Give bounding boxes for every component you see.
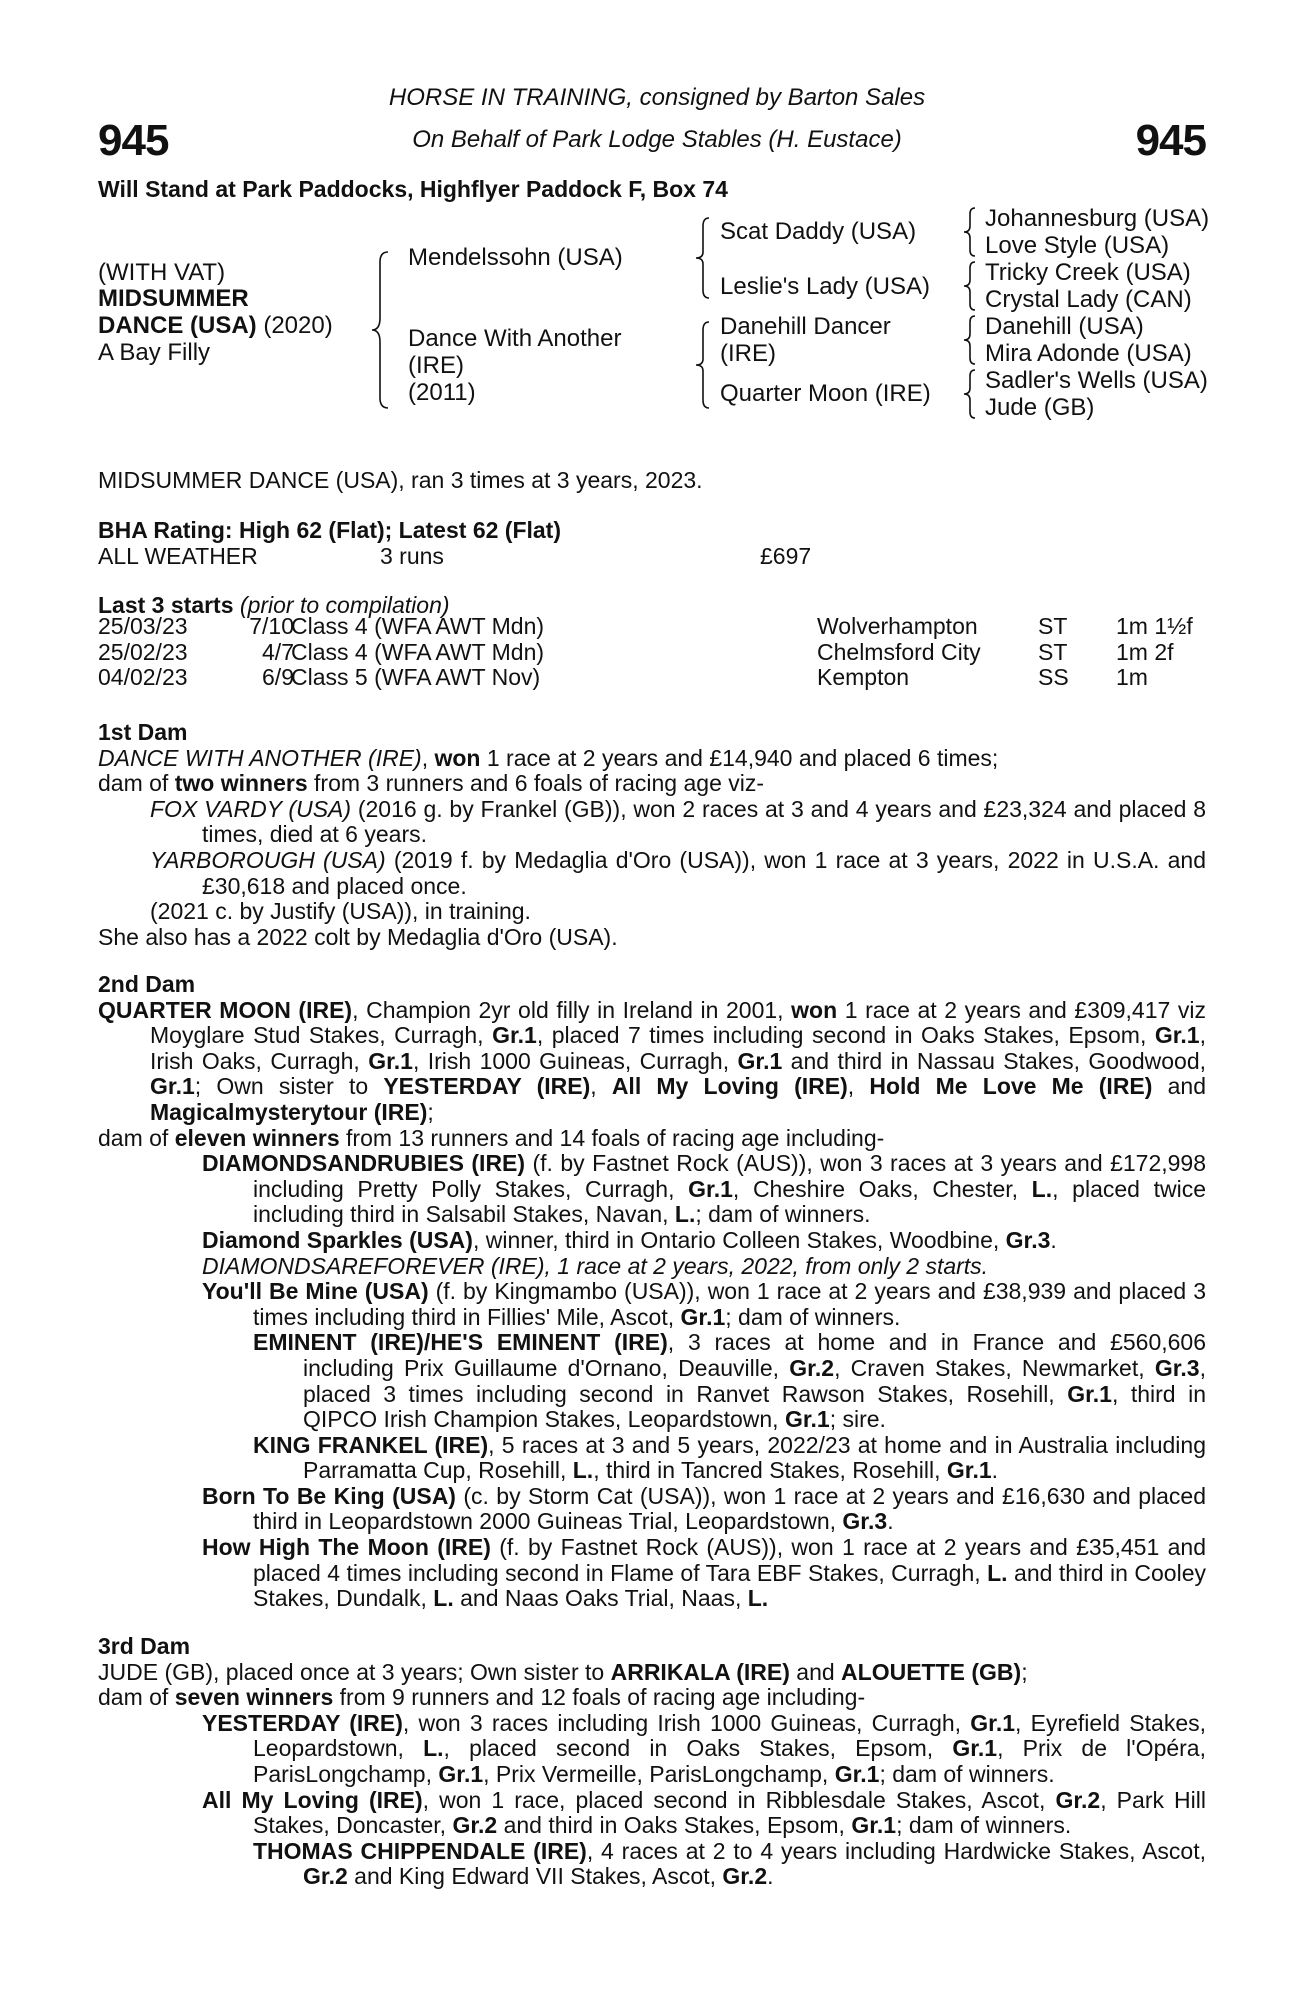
start-distance: 1m 2f xyxy=(1116,638,1174,665)
brace-dam xyxy=(694,320,712,410)
start-position: 6/9 xyxy=(262,664,294,691)
last-starts-note: (prior to compilation) xyxy=(233,592,450,618)
g4-danehill: Danehill (USA) xyxy=(985,313,1144,340)
start-going: ST xyxy=(1038,638,1068,665)
sire-sire: Scat Daddy (USA) xyxy=(720,218,917,245)
second-dam-section xyxy=(98,972,1206,1612)
start-going: ST xyxy=(1038,613,1068,639)
second-dam-produce: dam of eleven winners from 13 runners and 14 foals of racing age including- xyxy=(98,1124,885,1151)
start-distance: 1m 1½f xyxy=(1116,613,1193,639)
brace-sire xyxy=(694,216,712,300)
g4-johannesburg: Johannesburg (USA) xyxy=(985,205,1210,232)
table-row xyxy=(98,614,1208,640)
list-item: KING FRANKEL (IRE), 5 races at 3 and 5 years, 2022/23 at home and in Australia including Parramatta Cup, Rosehill, L., third in Tancred Stakes, Rosehill, Gr.1. xyxy=(253,1431,1207,1484)
g4-jude: Jude (GB) xyxy=(985,394,1095,421)
brace-g4-4 xyxy=(962,368,978,420)
start-course: Chelmsford City xyxy=(817,638,981,665)
dam-year: (2011) xyxy=(408,379,476,406)
start-race: Class 4 (WFA AWT Mdn) xyxy=(291,613,545,639)
brace-g4-1 xyxy=(962,206,978,258)
g4-tricky-creek: Tricky Creek (USA) xyxy=(985,259,1191,286)
list-item: You'll Be Mine (USA) (f. by Kingmambo (USA)), won 1 race at 2 years and £38,939 and placed 3 times including third in Fillies' Mile, Ascot, Gr.1; dam of winners. xyxy=(202,1278,1206,1330)
stand-location: Will Stand at Park Paddocks, Highflyer Paddock F, Box 74 xyxy=(98,176,728,202)
horse-name-line1: MIDSUMMER xyxy=(98,285,249,312)
lot-number-left: 945 xyxy=(98,116,169,165)
brace-g4-3 xyxy=(962,314,978,366)
list-item: How High The Moon (IRE) (f. by Fastnet Rock (AUS)), won 1 race at 2 years and £35,451 and placed 4 times including second in Flame of Tara EBF Stakes, Curragh, L. and third in Cooley Stakes, Dundalk, L. and Naas Oaks Trial, Naas, L. xyxy=(202,1534,1206,1612)
dam-sire-line1: Danehill Dancer xyxy=(720,313,891,340)
lot-number-right: 945 xyxy=(1135,116,1206,165)
dam-sire-line2: (IRE) xyxy=(720,340,776,367)
horse-name-line2 xyxy=(98,312,333,340)
list-item: FOX VARDY (USA) (2016 g. by Frankel (GB)), won 2 races at 3 and 4 years and £23,324 and placed 8 times, died at 6 years. xyxy=(150,795,1206,848)
g4-crystal-lady: Crystal Lady (CAN) xyxy=(985,286,1192,313)
third-dam-produce: dam of seven winners from 9 runners and 12 foals of racing age including- xyxy=(98,1684,866,1711)
start-date: 04/02/23 xyxy=(98,664,188,691)
first-dam-heading: 1st Dam xyxy=(98,719,188,745)
third-dam-record: JUDE (GB), placed once at 3 years; Own sister to ARRIKALA (IRE) and ALOUETTE (GB); xyxy=(98,1658,1028,1685)
list-item: YESTERDAY (IRE), won 3 races including Irish 1000 Guineas, Curragh, Gr.1, Eyrefield Stakes, Leopardstown, L., placed second in Oaks Stakes, Epsom, Gr.1, Prix de l'Opéra, ParisLongchamp, Gr.1, Prix Vermeille, ParisLongchamp, Gr.1; dam of winners. xyxy=(202,1709,1207,1787)
starts-table xyxy=(98,614,1208,691)
horse-name: DANCE (USA) xyxy=(98,312,257,339)
dam-line2: (IRE) xyxy=(408,352,464,379)
second-dam-record: QUARTER MOON (IRE), Champion 2yr old filly in Ireland in 2001, won 1 race at 2 years and £309,417 viz Moyglare Stud Stakes, Curragh, Gr.1, placed 7 times including second in Oaks Stakes, Epsom, Gr.1, Irish Oaks, Curragh, Gr.1, Irish 1000 Guineas, Curragh, Gr.1 and third in Nassau Stakes, Goodwood, Gr.1; Own sister to YESTERDAY (IRE), All My Loving (IRE), Hold Me Love Me (IRE) and Magicalmysterytour (IRE); xyxy=(98,996,1207,1125)
start-race: Class 4 (WFA AWT Mdn) xyxy=(291,638,545,665)
g4-sadlers-wells: Sadler's Wells (USA) xyxy=(985,367,1208,394)
consignor-line: HORSE IN TRAINING, consigned by Barton Sales xyxy=(388,84,926,111)
start-position: 4/7 xyxy=(262,638,294,665)
first-dam-section xyxy=(98,720,1206,950)
g4-love-style: Love Style (USA) xyxy=(985,232,1170,259)
earnings: £697 xyxy=(760,543,812,569)
list-item: DIAMONDSAREFOREVER (IRE), 1 race at 2 years, 2022, from only 2 starts. xyxy=(202,1252,989,1279)
sire: Mendelssohn (USA) xyxy=(408,244,623,271)
list-item: YARBOROUGH (USA) (2019 f. by Medaglia d'Oro (USA)), won 1 race at 3 years, 2022 in U.S.A. and £30,618 and placed once. xyxy=(150,846,1206,899)
racing-summary: MIDSUMMER DANCE (USA), ran 3 times at 3 years, 2023. xyxy=(98,467,703,493)
start-course: Wolverhampton xyxy=(817,613,978,639)
vat-note: (WITH VAT) xyxy=(98,259,226,286)
sire-dam: Leslie's Lady (USA) xyxy=(720,273,930,300)
on-behalf-line: On Behalf of Park Lodge Stables (H. Eustace) xyxy=(412,126,902,153)
brace-g4-2 xyxy=(962,260,978,312)
horse-description: A Bay Filly xyxy=(98,339,211,366)
table-row xyxy=(98,640,1208,666)
list-item: DIAMONDSANDRUBIES (IRE) (f. by Fastnet Rock (AUS)), won 3 races at 3 years and £172,998 including Pretty Polly Stakes, Curragh, Gr.1, Cheshire Oaks, Chester, L., placed twice including third in Salsabil Stakes, Navan, L.; dam of winners. xyxy=(202,1150,1207,1228)
list-item: THOMAS CHIPPENDALE (IRE), 4 races at 2 to 4 years including Hardwicke Stakes, Ascot, Gr.2 and King Edward VII Stakes, Ascot, Gr.2. xyxy=(253,1837,1207,1890)
third-dam-heading: 3rd Dam xyxy=(98,1633,191,1659)
dam-line1: Dance With Another xyxy=(408,325,622,352)
start-position: 7/10 xyxy=(249,613,294,639)
list-item: (2021 c. by Justify (USA)), in training. xyxy=(150,898,531,925)
surface: ALL WEATHER xyxy=(98,543,258,569)
list-item: Diamond Sparkles (USA), winner, third in Ontario Colleen Stakes, Woodbine, Gr.3. xyxy=(202,1226,1057,1253)
start-going: SS xyxy=(1038,664,1069,691)
start-race: Class 5 (WFA AWT Nov) xyxy=(291,664,541,691)
g4-mira-adonde: Mira Adonde (USA) xyxy=(985,340,1192,367)
third-dam-section xyxy=(98,1634,1206,1890)
bha-rating: BHA Rating: High 62 (Flat); Latest 62 (Flat) xyxy=(98,517,561,543)
dam-dam: Quarter Moon (IRE) xyxy=(720,380,931,407)
runs-count: 3 runs xyxy=(380,543,444,569)
table-row xyxy=(98,665,1208,691)
list-item: All My Loving (IRE), won 1 race, placed second in Ribblesdale Stakes, Ascot, Gr.2, Park Hill Stakes, Doncaster, Gr.2 and third in Oaks Stakes, Epsom, Gr.1; dam of winners. xyxy=(202,1786,1207,1839)
first-dam-note: She also has a 2022 colt by Medaglia d'Oro (USA). xyxy=(98,923,618,950)
foaling-year: (2020) xyxy=(256,312,333,339)
list-item: Born To Be King (USA) (c. by Storm Cat (USA)), won 1 race at 2 years and £16,630 and placed third in Leopardstown 2000 Guineas Trial, Leopardstown, Gr.3. xyxy=(202,1482,1207,1535)
list-item: EMINENT (IRE)/HE'S EMINENT (IRE), 3 races at home and in France and £560,606 including Prix Guillaume d'Ornano, Deauville, Gr.2, Craven Stakes, Newmarket, Gr.3, placed 3 times including second in Ranvet Rawson Stakes, Rosehill, Gr.1, third in QIPCO Irish Champion Stakes, Leopardstown, Gr.1; sire. xyxy=(253,1329,1206,1433)
start-course: Kempton xyxy=(817,664,910,691)
first-dam-produce: dam of two winners from 3 runners and 6 foals of racing age viz- xyxy=(98,770,765,797)
start-date: 25/02/23 xyxy=(98,638,188,665)
brace-main xyxy=(370,250,392,410)
first-dam-record: DANCE WITH ANOTHER (IRE), won 1 race at 2 years and £14,940 and placed 6 times; xyxy=(98,744,999,771)
last-starts-title: Last 3 starts xyxy=(98,592,234,618)
start-date: 25/03/23 xyxy=(98,613,188,639)
second-dam-heading: 2nd Dam xyxy=(98,971,196,997)
start-distance: 1m xyxy=(1116,664,1148,691)
